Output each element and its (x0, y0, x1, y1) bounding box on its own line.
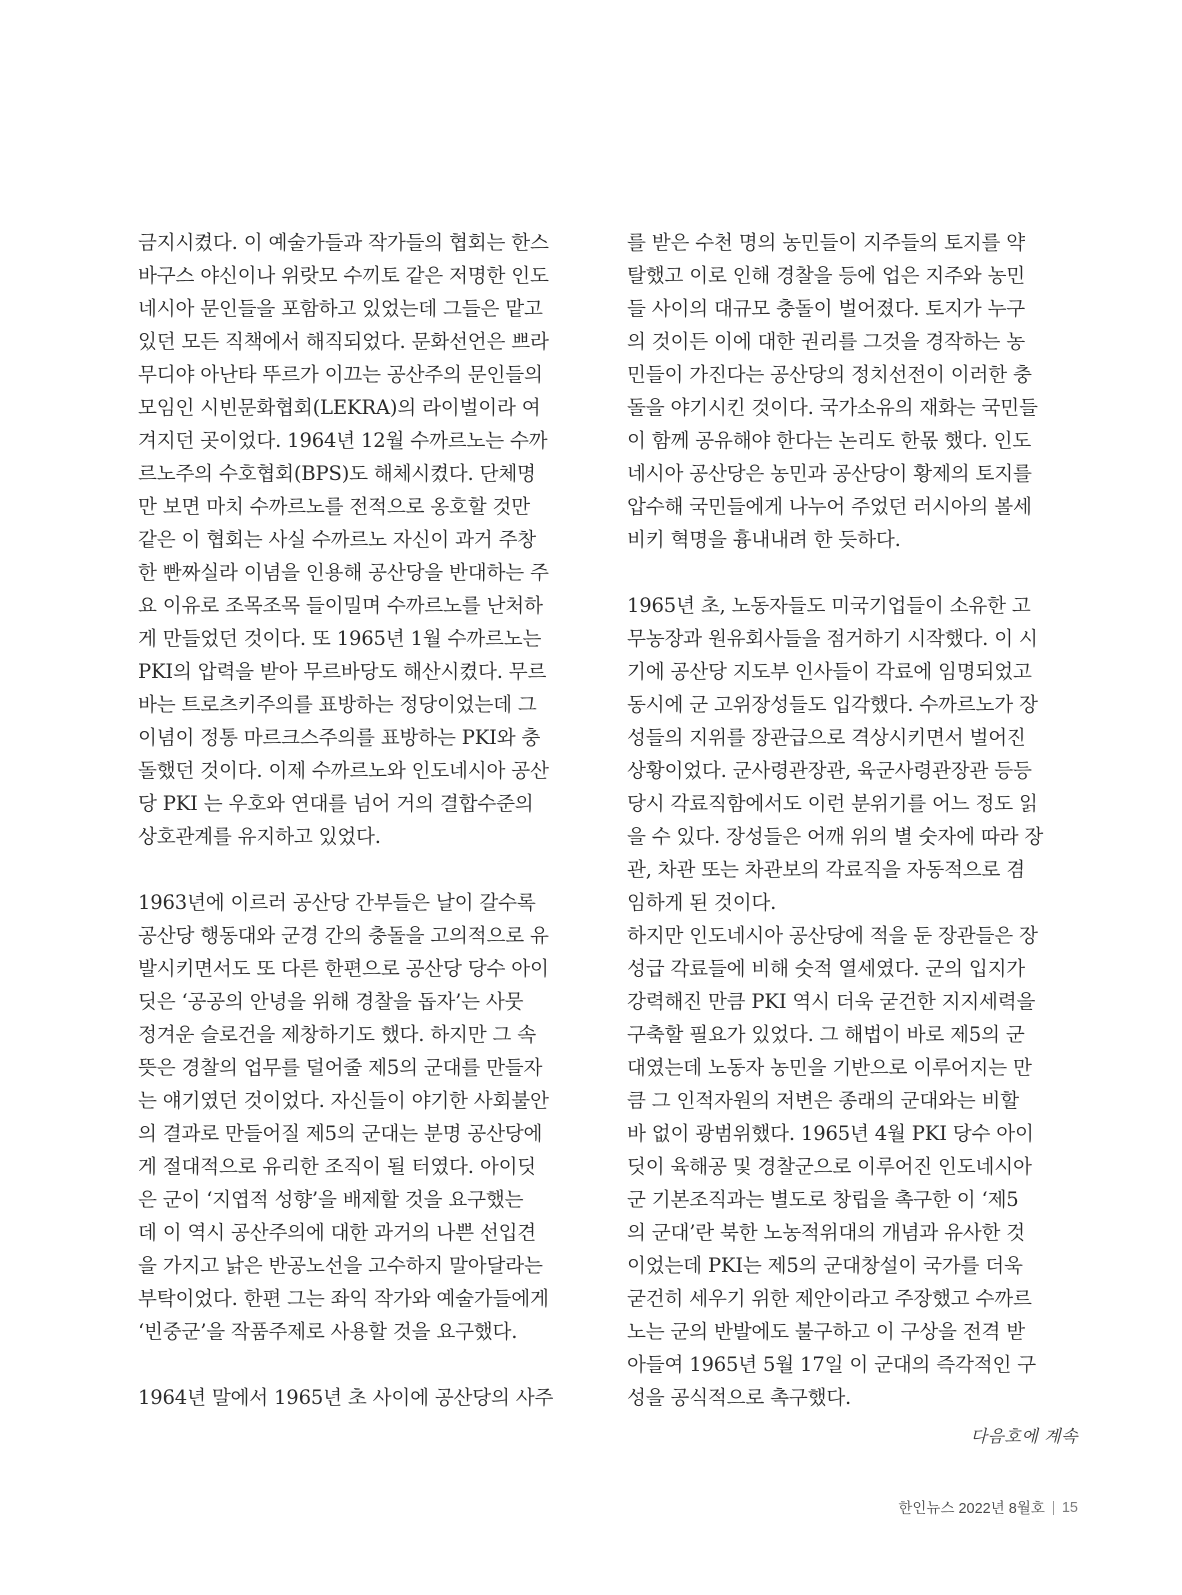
paragraph: 1963년에 이르러 공산당 간부들은 날이 갈수록 공산당 행동대와 군경 간의 충돌을 고의적으로 유 발시키면서도 또 다른 한편으로 공산당 당수 아이 딧은 ‘공공의 안녕을 위해 경찰을 돕자’는 사뭇 정겨운 슬로건을 제창하기도 했다. 하지만 그 속 뜻은 경찰의 업무를 덜어줄 제5의 군대를 만들자 는 얘기였던 것이었다. 자신들이 야기한 사회불안 의 결과로 만들어질 제5의 군대는 분명 공산당에 게 절대적으로 유리한 조직이 될 터였다. 아이딧 은 군이 ‘지엽적 성향’을 배제할 것을 요구했는 데 이 역시 공산주의에 대한 과거의 나쁜 선입견 을 가지고 낡은 반공노선을 고수하지 말아달라는 부탁이었다. 한편 그는 좌익 작가와 예술가들에게 ‘빈중군’을 작품주제로 사용할 것을 요구했다. (138, 891, 549, 1343)
article-column-right (627, 226, 1067, 1414)
paragraph-spacer (138, 1348, 578, 1381)
paragraph: 1965년 초, 노동자들도 미국기업들이 소유한 고 무농장과 원유회사들을 점거하기 시작했다. 이 시 기에 공산당 지도부 인사들이 각료에 임명되었고 동시에 군 고위장성들도 입각했다. 수까르노가 장 성들의 지위를 장관급으로 격상시키면서 벌어진 상황이었다. 군사령관장관, 육군사령관장관 등등 당시 각료직함에서도 이런 분위기를 어느 정도 읽 을 수 있다. 장성들은 어깨 위의 별 숫자에 따라 장 관, 차관 또는 차관보의 각료직을 자동적으로 겸 임하게 된 것이다. (627, 594, 1044, 914)
continued-note: 다음호에 계속 (970, 1427, 1078, 1447)
page-number: 15 (1061, 1499, 1078, 1516)
paragraph: 하지만 인도네시아 공산당에 적을 둔 장관들은 장 성급 각료들에 비해 숫적 열세였다. 군의 입지가 강력해진 만큼 PKI 역시 더욱 굳건한 지지세력을 구축할 필요가 있었다. 그 해법이 바로 제5의 군 대였는데 노동자 농민을 기반으로 이루어지는 만 큼 그 인적자원의 저변은 종래의 군대와는 비할 바 없이 광범위했다. 1965년 4월 PKI 당수 아이 딧이 육해공 및 경찰군으로 이루어진 인도네시아 군 기본조직과는 별도로 창립을 촉구한 이 ‘제5 의 군대’란 북한 노농적위대의 개념과 유사한 것 이었는데 PKI는 제5의 군대창설이 국가를 더욱 굳건히 세우기 위한 제안이라고 주장했고 수까르 노는 군의 반발에도 불구하고 이 구상을 전격 받 아들여 1965년 5월 17일 이 군대의 즉각적인 구 성을 공식적으로 촉구했다. (627, 924, 1038, 1409)
paragraph: 를 받은 수천 명의 농민들이 지주들의 토지를 약 탈했고 이로 인해 경찰을 등에 업은 지주와 농민 들 사이의 대규모 충돌이 벌어졌다. 토지가 누구 의 것이든 이에 대한 권리를 그것을 경작하는 농 민들이 가진다는 공산당의 정치선전이 이러한 충 돌을 야기시킨 것이다. 국가소유의 재화는 국민들 이 함께 공유해야 한다는 논리도 한몫 했다. 인도 네시아 공산당은 농민과 공산당이 황제의 토지를 압수해 국민들에게 나누어 주었던 러시아의 볼세 비키 혁명을 흉내내려 한 듯하다. (627, 231, 1038, 551)
paragraph-spacer (138, 853, 578, 886)
footer-divider (1053, 1501, 1054, 1515)
paragraph-spacer (627, 556, 1067, 589)
paragraph: 금지시켰다. 이 예술가들과 작가들의 협회는 한스 바구스 야신이나 위랏모 수끼토 같은 저명한 인도 네시아 문인들을 포함하고 있었는데 그들은 맡고 있던 모든 직책에서 해직되었다. 문화선언은 쁘라 무디야 아난타 뚜르가 이끄는 공산주의 문인들의 모임인 시빈문화협회(LEKRA)의 라이벌이라 여 겨지던 곳이었다. 1964년 12월 수까르노는 수까 르노주의 수호협회(BPS)도 해체시켰다. 단체명 만 보면 마치 수까르노를 전적으로 옹호할 것만 같은 이 협회는 사실 수까르노 자신이 과거 주창 한 빤짜실라 이념을 인용해 공산당을 반대하는 주 요 이유로 조목조목 들이밀며 수까르노를 난처하 게 만들었던 것이다. 또 1965년 1월 수까르노는 PKI의 압력을 받아 무르바당도 해산시켰다. 무르 바는 트로츠키주의를 표방하는 정당이었는데 그 이념이 정통 마르크스주의를 표방하는 PKI와 충 돌했던 것이다. 이제 수까르노와 인도네시아 공산 당 PKI 는 우호와 연대를 넘어 거의 결합수준의 상호관계를 유지하고 있었다. (138, 231, 549, 848)
article-column-left (138, 226, 578, 1414)
page-footer (898, 1497, 1078, 1518)
paragraph: 1964년 말에서 1965년 초 사이에 공산당의 사주 (138, 1386, 554, 1409)
publication-label: 한인뉴스 2022년 8월호 (898, 1501, 1045, 1517)
